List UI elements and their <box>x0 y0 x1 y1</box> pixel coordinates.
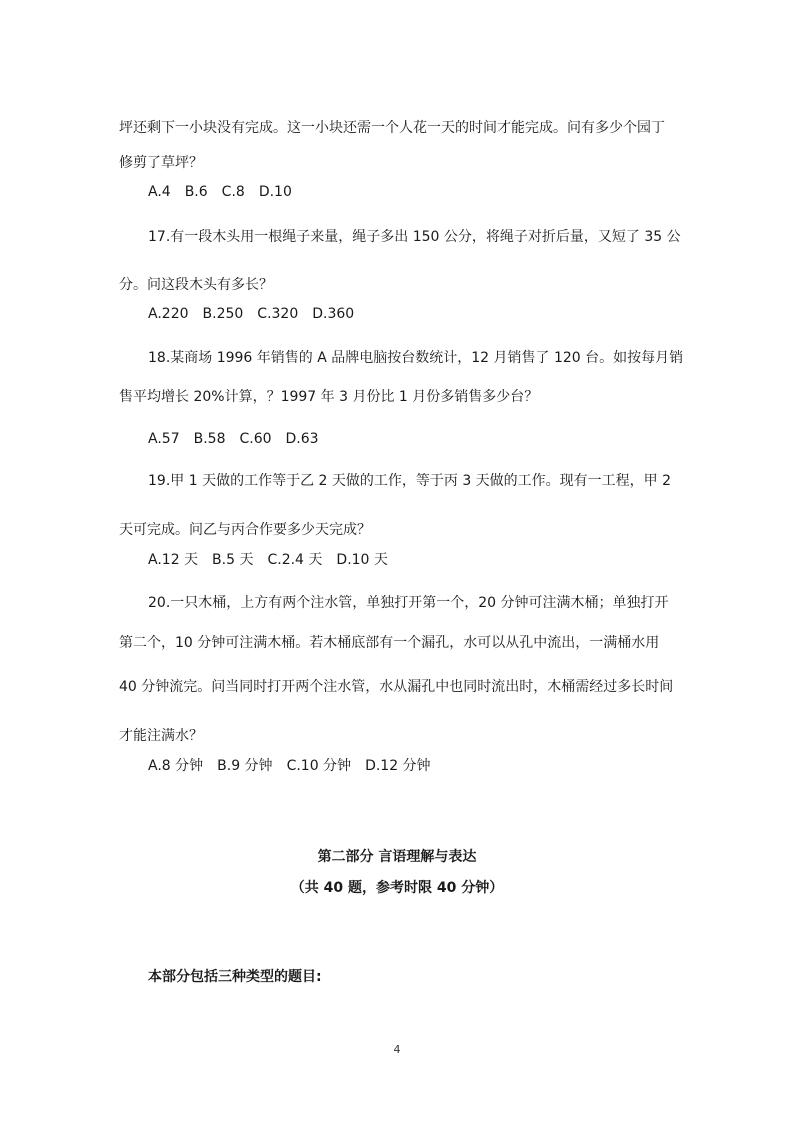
option-b: B.250 <box>202 306 244 322</box>
question-20-options <box>148 756 445 776</box>
question-17-text: 17.有一段木头用一根绳子来量，绳子多出 150 公分，将绳子对折后量，又短了 35 公 <box>148 229 681 245</box>
question-20-text: 20.一只木桶，上方有两个注水管，单独打开第一个，20 分钟可注满木桶；单独打开 <box>148 595 669 611</box>
question-18-text-end: 售平均增长 20%计算，？1997 年 3 月份比 1 月份多销售多少台？ <box>119 389 539 405</box>
option-b: B.58 <box>193 431 226 447</box>
option-d: D.10 <box>258 184 292 200</box>
option-b: B.5 天 <box>212 552 254 568</box>
option-a: A.57 <box>148 431 180 447</box>
option-d: D.12 分钟 <box>365 758 431 774</box>
question-20-text-end: 才能注满水？ <box>119 728 203 744</box>
option-c: C.8 <box>221 184 245 200</box>
question-18-text: 18.某商场 1996 年销售的 A 品牌电脑按台数统计，12 月销售了 120 台。如按每月销 <box>148 350 684 366</box>
question-17-text-end: 分。问这段木头有多长？ <box>119 277 273 293</box>
option-d: D.10 天 <box>336 552 388 568</box>
question-18-options <box>148 429 333 449</box>
question-19-options <box>148 550 402 570</box>
page-number: 4 <box>393 1043 401 1056</box>
option-b: B.9 分钟 <box>217 758 273 774</box>
section-subtitle: （共 40 题，参考时限 40 分钟） <box>290 880 504 896</box>
option-c: C.320 <box>257 306 299 322</box>
question-19-text: 19.甲 1 天做的工作等于乙 2 天做的工作，等于丙 3 天做的工作。现有一工程，甲 2 <box>148 473 672 489</box>
question-20-text-line3: 40 分钟流完。问当同时打开两个注水管，水从漏孔中也同时流出时，木桶需经过多长时间 <box>119 679 674 695</box>
section-intro: 本部分包括三种类型的题目: <box>148 969 322 985</box>
option-a: A.8 分钟 <box>148 758 204 774</box>
option-a: A.220 <box>148 306 189 322</box>
option-a: A.12 天 <box>148 552 199 568</box>
question-16-options <box>148 182 306 202</box>
question-17-options <box>148 304 368 324</box>
question-16-text-continued: 坪还剩下一小块没有完成。这一小块还需一个人花一天的时间才能完成。问有多少个园丁 <box>119 120 665 136</box>
option-a: A.4 <box>148 184 171 200</box>
option-d: D.360 <box>312 306 355 322</box>
option-d: D.63 <box>285 431 319 447</box>
section-title: 第二部分 言语理解与表达 <box>317 849 477 865</box>
question-19-text-end: 天可完成。问乙与丙合作要多少天完成？ <box>119 522 371 538</box>
option-c: C.10 分钟 <box>286 758 352 774</box>
question-16-text-end: 修剪了草坪？ <box>119 155 203 171</box>
option-b: B.6 <box>184 184 208 200</box>
question-20-text-line2: 第二个，10 分钟可注满木桶。若木桶底部有一个漏孔，水可以从孔中流出，一满桶水用 <box>119 635 660 651</box>
option-c: C.60 <box>239 431 272 447</box>
option-c: C.2.4 天 <box>267 552 323 568</box>
